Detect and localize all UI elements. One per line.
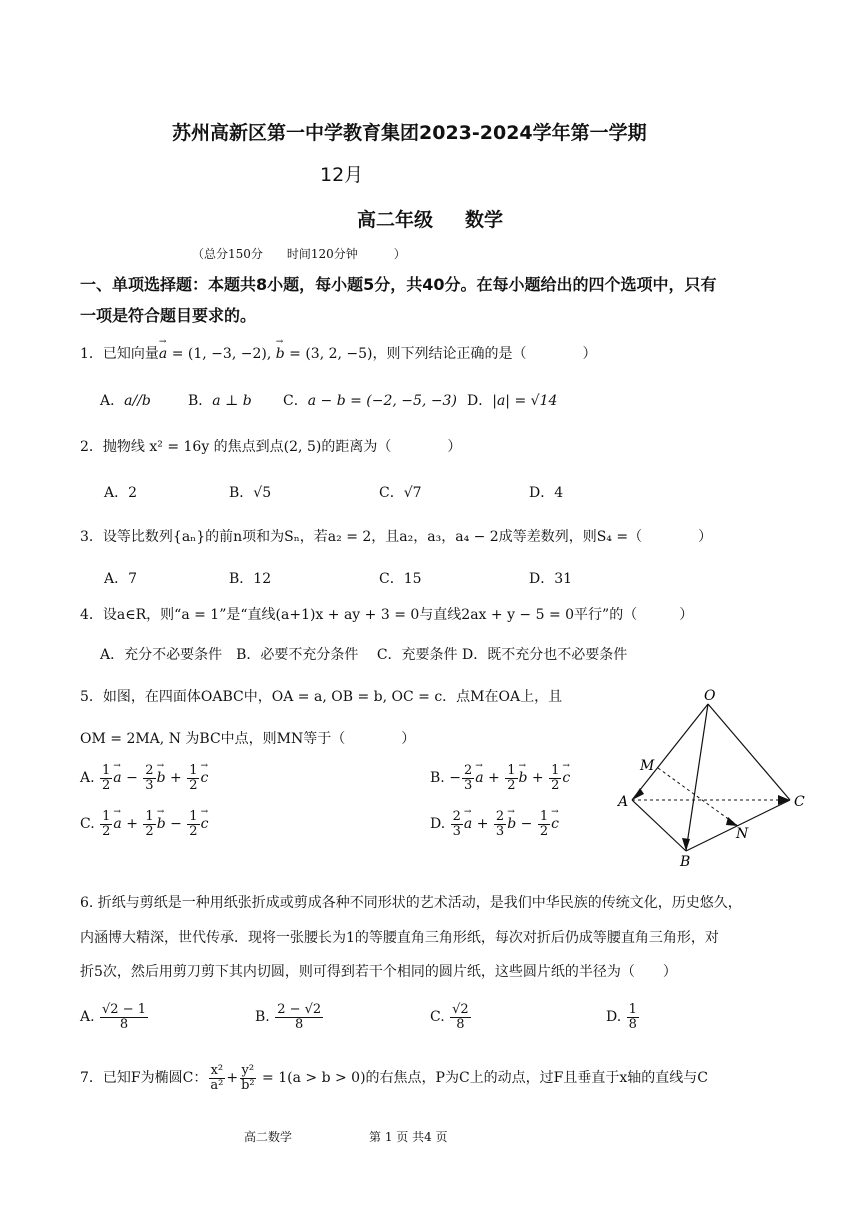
label-b: B: [680, 854, 691, 866]
q5-option-b: B. − $\frac{2}{3}$ → a + $\frac{1}{2}$ → b + $\frac{1}{2}$ → c: [430, 764, 570, 792]
question-5-line1: 5．如图，在四面体OABC中，OA = a, OB = b, OC = c．点M在OA上，且: [80, 689, 563, 705]
q2-option-c: C．√7: [379, 485, 422, 501]
q2-option-a: A．2: [104, 485, 138, 501]
q3-option-a: A．7: [104, 571, 138, 587]
q1-a-value: = (1, −3, −2),: [167, 346, 276, 362]
vector-b: → b: [276, 346, 285, 362]
vector-a: → a: [159, 346, 167, 362]
q6-option-c: C. $\frac{√2}{8}$: [430, 1002, 469, 1032]
question-2: 2．抛物线 x² = 16y 的焦点到点(2, 5)的距离为（ ）: [80, 439, 462, 455]
q5-option-a: A. $\frac{1}{2}$ → a − $\frac{2}{3}$ → b + $\frac{1}{2}$ → c: [80, 764, 208, 792]
label-m: M: [640, 758, 655, 774]
tetrahedron-figure: [610, 686, 810, 866]
q1-prefix: 已知向量: [102, 346, 159, 362]
q1-b-value: = (3, 2, −5)，则下列结论正确的是（ ）: [284, 346, 597, 362]
question-4: 4．设a∈R，则“a = 1”是“直线(a+1)x + ay + 3 = 0与直线2ax + y − 5 = 0平行”的（ ）: [80, 607, 694, 623]
q6-option-a: A. $\frac{√2 - 1}{8}$: [80, 1002, 146, 1032]
question-3: 3．设等比数列{aₙ}的前n项和为Sₙ，若a₂ = 2，且a₂，a₃，a₄ − 2成等差数列，则S₄ =（ ）: [80, 529, 713, 545]
q2-option-d: D．4: [529, 485, 564, 501]
q3-option-c: C．15: [379, 571, 422, 587]
q5-option-d: D. $\frac{2}{3}$ → a + $\frac{2}{3}$ → b − $\frac{1}{2}$ → c: [430, 810, 559, 838]
footer-subject: 高二数学: [244, 1130, 293, 1144]
label-n: N: [736, 826, 749, 842]
question-number: 1．: [80, 346, 103, 362]
q1-option-b: B．a ⊥ b: [188, 393, 252, 409]
exam-grade: 高二年级: [357, 209, 434, 231]
question-6-line3: 折5次，然后用剪刀剪下其内切圆，则可得到若干个相同的圆片纸，这些圆片纸的半径为（ ）: [80, 964, 677, 980]
label-c: C: [794, 794, 805, 810]
q6-option-b: B. $\frac{2 - √2}{8}$: [255, 1002, 322, 1032]
q4-options: A．充分不必要条件 B．必要不充分条件 C．充要条件 D．既不充分也不必要条件: [100, 647, 628, 663]
question-1: [80, 343, 597, 363]
question-7: 7．已知F为椭圆C： $\frac{\text{x²}}{\text{a²}}$ + $\frac{\text{y²}}{\text{b²}}$ = 1(a > b > 0)的右焦点，P为C上的动点，过F且垂直于x轴的直线与C: [80, 1063, 709, 1093]
exam-title: 苏州高新区第一中学教育集团2023-2024学年第一学期: [172, 122, 647, 144]
q3-option-b: B．12: [229, 571, 272, 587]
exam-subject: 数学: [465, 209, 504, 231]
q5-option-c: C. $\frac{1}{2}$ → a + $\frac{1}{2}$ → b − $\frac{1}{2}$ → c: [80, 810, 208, 838]
q2-option-b: B．√5: [229, 485, 272, 501]
question-6-line1: 6. 折纸与剪纸是一种用纸张折成或剪成各种不同形状的艺术活动，是我们中华民族的传统文化，历史悠久，: [80, 895, 742, 911]
exam-info: （总分150分 时间120分钟 ）: [192, 247, 406, 261]
label-a: A: [618, 794, 629, 810]
q1-option-c: C．a − b = (−2, −5, −3): [283, 393, 457, 409]
q3-option-d: D．31: [529, 571, 573, 587]
footer-page: 第 1 页 共4 页: [369, 1130, 448, 1144]
q1-option-a: A．a//b: [100, 393, 151, 409]
question-6-line2: 内涵博大精深，世代传承．现将一张腰长为1的等腰直角三角形纸，每次对折后仍成等腰直角三角形，对: [80, 930, 719, 946]
label-o: O: [704, 688, 716, 704]
exam-month: 12月: [320, 164, 364, 186]
question-5-line2: OM = 2MA, N 为BC中点，则MN等于（ ）: [80, 731, 416, 747]
section-heading-line2: 一项是符合题目要求的。: [80, 306, 257, 325]
section-heading-line1: 一、单项选择题：本题共8小题，每小题5分，共40分。在每小题给出的四个选项中，只有: [80, 275, 717, 294]
q1-option-d: D．|a| = √14: [467, 393, 558, 409]
q6-option-d: D. $\frac{1}{8}$: [606, 1002, 637, 1032]
